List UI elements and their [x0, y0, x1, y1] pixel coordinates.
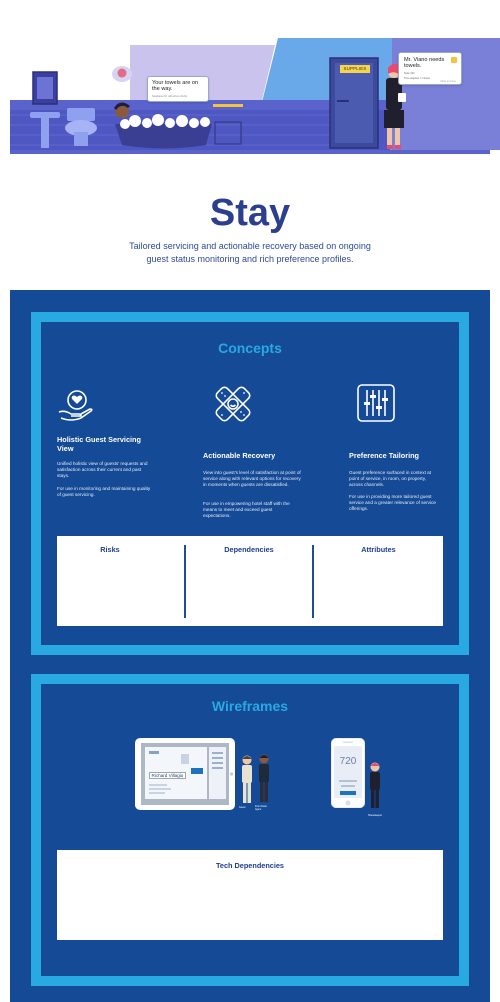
content-panel	[10, 290, 490, 1002]
wireframes-section	[31, 674, 469, 986]
mark-done-link[interactable]: Mark as Done	[440, 80, 456, 84]
concept-description: View into guest's level of satisfaction at point of service along with relevant options for recovery in moments when guests are dissatisfied.	[203, 470, 301, 488]
figure-label-housekeeper: Housekeeper	[367, 814, 383, 817]
page-subtitle: Tailored servicing and actionable recovery based on ongoing guest status monitoring and rich preference profiles.	[129, 241, 371, 264]
phone-wireframe	[331, 738, 365, 808]
column-attributes: Attributes	[361, 545, 396, 554]
concept-holistic-guest-servicing	[57, 376, 157, 516]
concept-usage: For use in providing more tailored guest service and a greater relevance of service offerings.	[349, 494, 437, 512]
column-dependencies: Dependencies	[224, 545, 274, 554]
concept-usage: For use in empowering hotel staff with the means to meet and exceed guest expectations.	[203, 501, 290, 519]
guest-chat-bubble	[147, 76, 209, 102]
tech-dependencies-card	[57, 850, 443, 940]
figure-label-front-desk: Front Desk Agent	[255, 805, 267, 811]
figure-label-guest: Guest	[239, 806, 246, 809]
tech-dependencies-heading: Tech Dependencies	[216, 861, 284, 870]
concept-title: Preference Tailoring	[349, 451, 420, 460]
bandage-smile-icon	[213, 384, 253, 424]
concept-usage: For use in monitoring and maintaining quality of guest servicing.	[57, 486, 151, 498]
concept-actionable-recovery	[203, 376, 303, 526]
concept-description: Unified holistic view of guests' requests and satisfaction across their current and past stays.	[57, 461, 148, 479]
column-divider	[312, 545, 314, 618]
page-title: Stay	[209, 192, 291, 234]
hand-heart-icon	[57, 386, 95, 424]
guest-message-meta: Stephanie M. will arrive shortly	[152, 94, 188, 98]
column-divider	[184, 545, 186, 618]
staff-time-elapsed: Time elapsed: 1 minute	[404, 77, 430, 81]
concepts-heading: Concepts	[218, 340, 282, 356]
concept-title: Holistic Guest Servicing View	[57, 435, 141, 453]
concept-title: Actionable Recovery	[203, 451, 276, 460]
column-risks: Risks	[100, 545, 120, 554]
concept-preference-tailoring	[349, 376, 449, 516]
staff-notification-bubble	[398, 52, 462, 85]
staff-room: Suite 310	[404, 71, 415, 75]
concepts-section	[31, 312, 469, 655]
sliders-icon	[357, 384, 395, 422]
concept-description: Guest preference surfaced in context at point of service, in room, on property, across channels.	[349, 470, 432, 488]
tablet-guest-name: Richard Villagio	[149, 772, 186, 779]
door-sign: SUPPLIES	[340, 65, 370, 73]
phone-value: 720	[339, 756, 357, 767]
hero-illustration	[0, 0, 500, 160]
staff-message: Mr. Viano needs towels.	[404, 57, 445, 70]
housekeeper-figure	[367, 762, 383, 812]
wireframes-heading: Wireframes	[211, 698, 289, 714]
risks-dependencies-attributes-card	[57, 536, 443, 626]
guest-message: Your towels are on the way.	[152, 80, 199, 93]
notification-star-icon	[451, 57, 457, 63]
tablet-users-figures	[237, 754, 277, 812]
